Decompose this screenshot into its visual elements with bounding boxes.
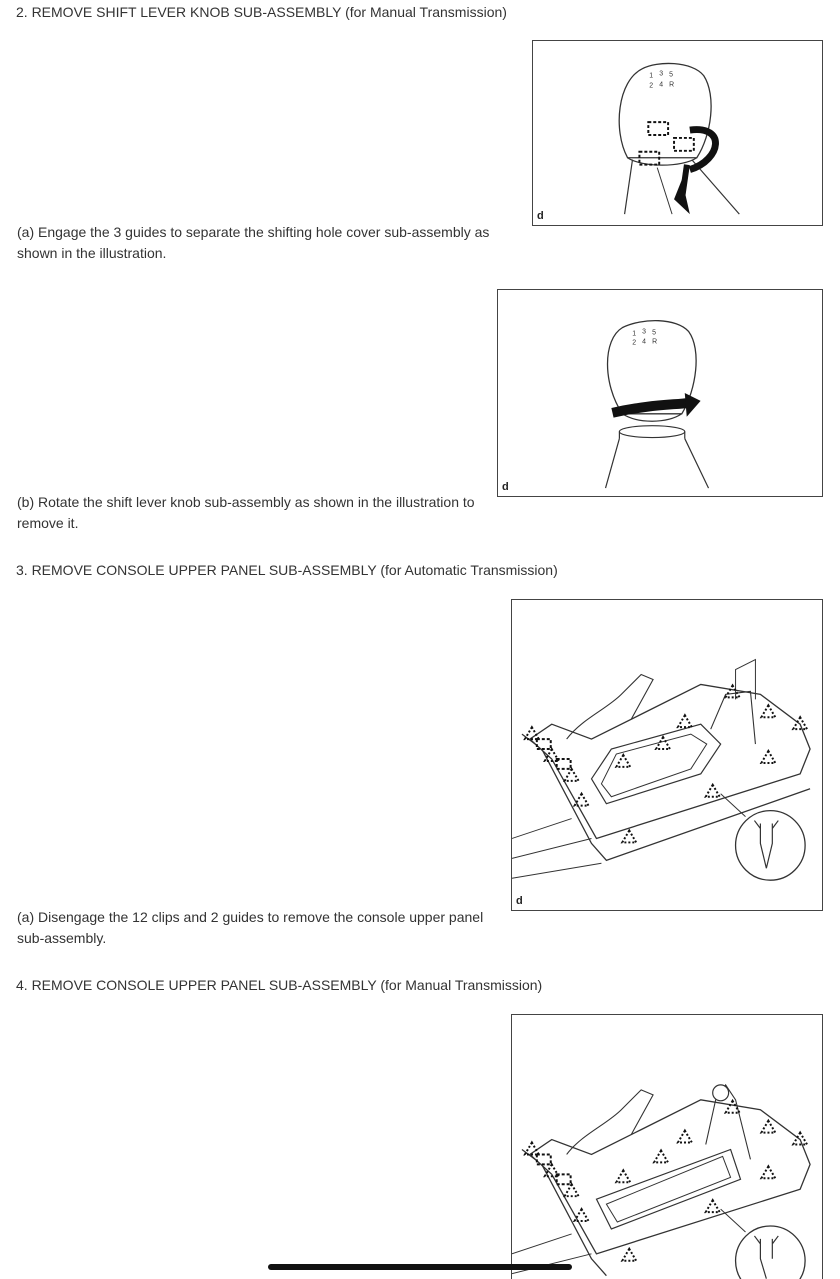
svg-text:R: R <box>669 81 675 89</box>
svg-text:5: 5 <box>669 71 673 79</box>
svg-text:1: 1 <box>632 330 637 338</box>
figure-label: d <box>537 210 544 222</box>
step-3a-text: (a) Disengage the 12 clips and 2 guides to remove the console upper panel sub-assembly. <box>17 909 484 946</box>
svg-text:2: 2 <box>632 339 637 347</box>
svg-text:5: 5 <box>652 329 656 337</box>
svg-text:4: 4 <box>642 338 647 346</box>
step-2a-text: (a) Engage the 3 guides to separate the shifting hole cover sub-assembly as shown in the illustration. <box>17 224 490 261</box>
section-2-heading: 2. REMOVE SHIFT LEVER KNOB SUB-ASSEMBLY (for Manual Transmission) <box>16 4 507 20</box>
section-4-heading: 4. REMOVE CONSOLE UPPER PANEL SUB-ASSEMBLY (for Manual Transmission) <box>16 977 543 993</box>
svg-text:R: R <box>652 338 658 346</box>
svg-text:4: 4 <box>659 81 664 89</box>
console-panel-mt-illustration <box>511 1014 823 1279</box>
figure-label: d <box>516 895 523 907</box>
shift-knob-guides-illustration <box>532 40 823 226</box>
svg-text:3: 3 <box>659 70 664 78</box>
step-2b-text: (b) Rotate the shift lever knob sub-assembly as shown in the illustration to remove it. <box>17 494 475 531</box>
svg-text:1: 1 <box>649 72 654 80</box>
section-3-heading: 3. REMOVE CONSOLE UPPER PANEL SUB-ASSEMBLY (for Automatic Transmission) <box>16 562 558 578</box>
shift-knob-rotate-illustration <box>497 289 823 497</box>
clip-detail-callout <box>736 1226 806 1279</box>
svg-text:2: 2 <box>649 82 654 90</box>
console-panel-at-illustration <box>511 599 823 911</box>
clip-detail-callout <box>736 811 806 881</box>
figure-label: d <box>502 481 509 493</box>
home-indicator[interactable] <box>268 1264 572 1270</box>
shift-knob-shape <box>619 63 711 157</box>
svg-text:3: 3 <box>642 328 647 336</box>
